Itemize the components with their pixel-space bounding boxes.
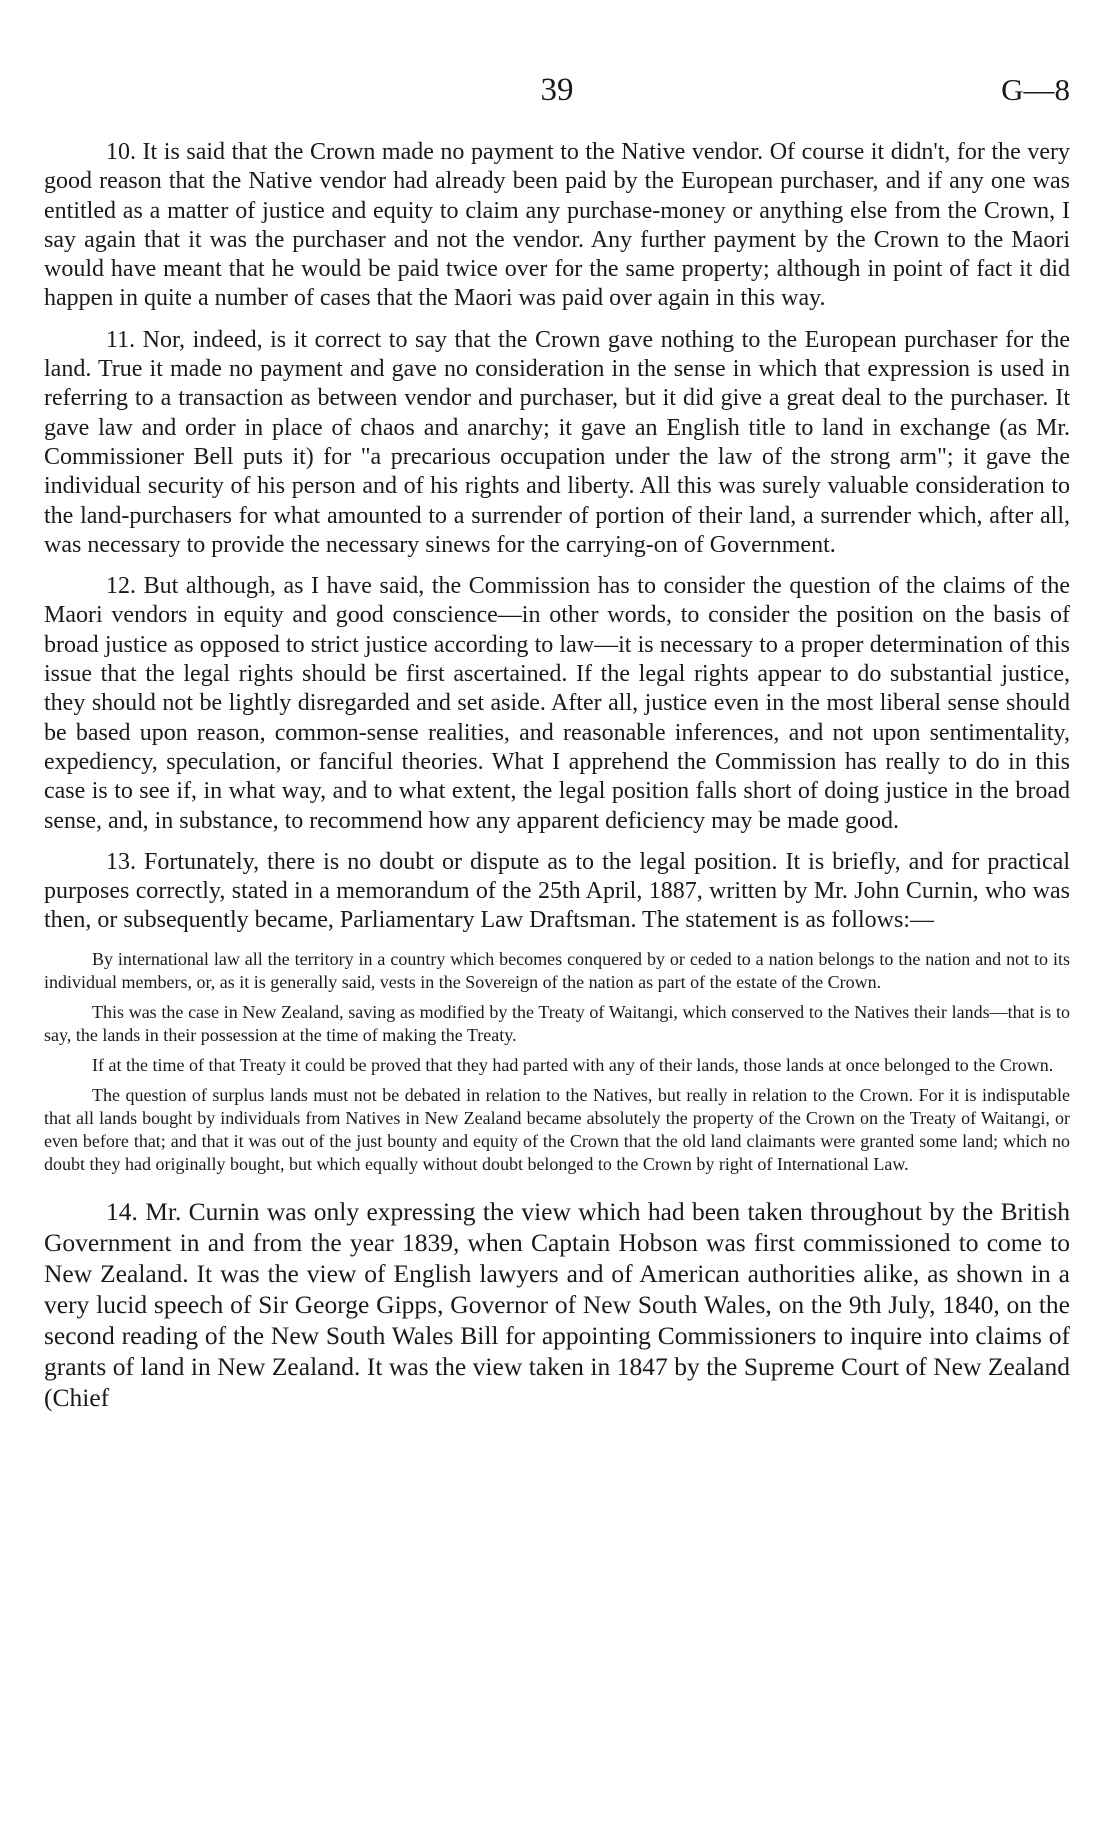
paragraph-14: 14. Mr. Curnin was only expressing the view which had been taken throughout by the British Government in and from the year 1839, when Captain Hobson was first commissioned to come to New Zealand. It was the view of English lawyers and of American authorities alike, as shown in a very lucid speech of Sir George Gipps, Governor of New South Wales, on the 9th July, 1840, on the second reading of the New South Wales Bill for appointing Commissioners to inquire into claims of grants of land in New Zealand. It was the view taken in 1847 by the Supreme Court of New Zealand (Chief: [44, 1196, 1070, 1412]
page-header: [44, 68, 1070, 112]
body-text: [44, 138, 1070, 1425]
paragraph-12: 12. But although, as I have said, the Commission has to consider the question of the claims of the Maori vendors in equity and good conscience—in other words, to consider the position on the basis of broad justice as opposed to strict justice according to law—it is necessary to a proper determination of this issue that the legal rights should be first ascertained. If the legal rights appear to do substantial justice, they should not be lightly disregarded and set aside. After all, justice even in the most liberal sense should be based upon reason, common-sense realities, and reasonable inferences, and not upon sentimentality, expediency, speculation, or fanciful theories. What I apprehend the Commission has really to do in this case is to see if, in what way, and to what extent, the legal position falls short of doing justice in the broad sense, and, in substance, to recommend how any apparent deficiency may be made good.: [44, 573, 1070, 834]
quoted-memorandum: [44, 948, 1070, 1176]
document-page: [44, 0, 1070, 1821]
paragraph-13: 13. Fortunately, there is no doubt or dispute as to the legal position. It is briefly, and for practical purposes correctly, stated in a memorandum of the 25th April, 1887, written by Mr. John Curnin, who was then, or subsequently became, Parliamentary Law Draftsman. The statement is as follows:—: [44, 848, 1070, 934]
quote-paragraph: If at the time of that Treaty it could be proved that they had parted with any of their lands, those lands at once belonged to the Crown.: [92, 1054, 1054, 1075]
quote-paragraph: By international law all the territory in a country which becomes conquered by or ceded to a nation belongs to the nation and not to its individual members, or, as it is generally said, vests in the Sovereign of the nation as part of the estate of the Crown.: [44, 948, 1070, 992]
document-series-code: G—8: [1001, 72, 1070, 107]
page-number: 39: [540, 72, 574, 108]
quote-paragraph: The question of surplus lands must not be debated in relation to the Natives, but really in relation to the Crown. For it is indisputable that all lands bought by individuals from Natives in New Zealand became absolutely the property of the Crown on the Treaty of Waitangi, or even before that; and that it was out of the just bounty and equity of the Crown that the old land claimants were granted some land; which no doubt they had originally bought, but which equally without doubt belonged to the Crown by right of International Law.: [44, 1084, 1070, 1174]
paragraph-11: 11. Nor, indeed, is it correct to say that the Crown gave nothing to the European purchaser for the land. True it made no payment and gave no consideration in the sense in which that expression is used in referring to a transaction as between vendor and purchaser, but it did give a great deal to the purchaser. It gave law and order in place of chaos and anarchy; it gave an English title to land in exchange (as Mr. Commissioner Bell puts it) for "a precarious occupation under the law of the strong arm"; it gave the individual security of his person and of his rights and liberty. All this was surely valuable consideration to the land-purchasers for what amounted to a surrender of portion of their land, a surrender which, after all, was necessary to provide the necessary sinews for the carrying-on of Government.: [44, 326, 1070, 558]
paragraph-10: 10. It is said that the Crown made no payment to the Native vendor. Of course it didn't, for the very good reason that the Native vendor had already been paid by the European purchaser, and if any one was entitled as a matter of justice and equity to claim any purchase-money or anything else from the Crown, I say again that it was the purchaser and not the vendor. Any further payment by the Crown to the Maori would have meant that he would be paid twice over for the same property; although in point of fact it did happen in quite a number of cases that the Maori was paid over again in this way.: [44, 139, 1070, 312]
quote-paragraph: This was the case in New Zealand, saving as modified by the Treaty of Waitangi, which conserved to the Natives their lands—that is to say, the lands in their possession at the time of making the Treaty.: [44, 1001, 1070, 1045]
